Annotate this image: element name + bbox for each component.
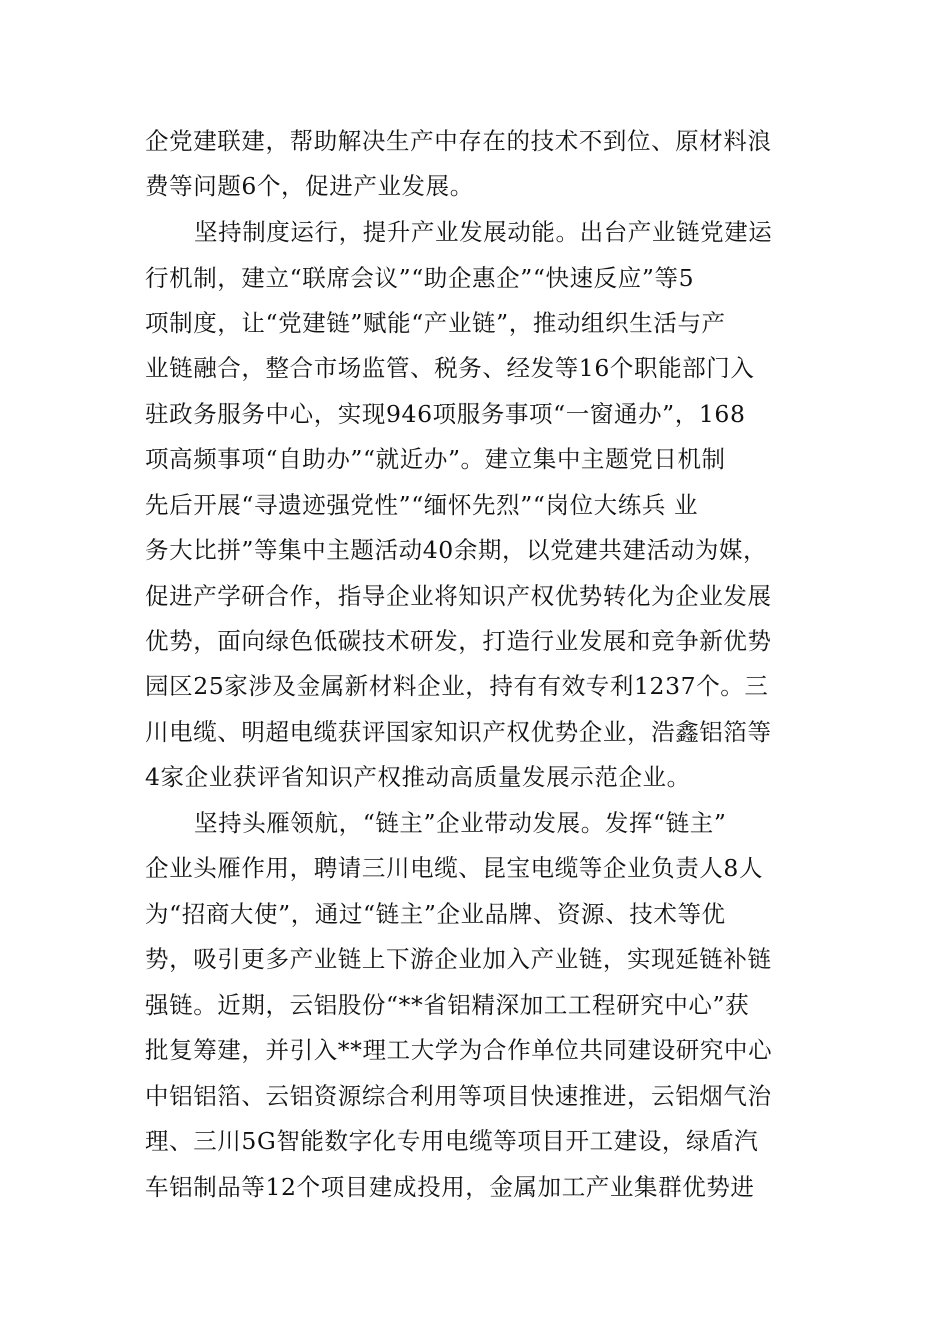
text-line: 业链融合，整合市场监管、税务、经发等16个职能部门入	[145, 354, 755, 382]
text-line: 项制度，让“党建链”赋能“产业链”，推动组织生活与产	[145, 309, 726, 337]
text-line: 为“招商大使”，通过“链主”企业品牌、资源、技术等优	[145, 900, 726, 928]
text-line: 项高频事项“自助办”“就近办”。建立集中主题党日机制	[145, 445, 726, 473]
text-line: 园区25家涉及金属新材料企业，持有有效专利1237个。三	[145, 672, 769, 700]
text-line: 企业头雁作用，聘请三川电缆、昆宝电缆等企业负责人8人	[145, 854, 764, 882]
paragraph-heading-line: 坚持制度运行，提升产业发展动能。出台产业链党建运	[194, 218, 773, 246]
text-line: 先后开展“寻遗迹强党性”“缅怀先烈”“岗位大练兵 业	[145, 491, 699, 519]
text-line: 车铝制品等12个项目建成投用，金属加工产业集群优势进	[145, 1173, 755, 1201]
text-line: 优势，面向绿色低碳技术研发，打造行业发展和竞争新优势	[145, 627, 772, 655]
text-line: 批复筹建，并引入**理工大学为合作单位共同建设研究中心	[145, 1036, 773, 1064]
text-line: 费等问题6个，促进产业发展。	[145, 172, 474, 200]
text-line: 务大比拼”等集中主题活动40余期，以党建共建活动为媒，	[145, 536, 768, 564]
text-line: 中铝铝箔、云铝资源综合利用等项目快速推进，云铝烟气治	[145, 1082, 772, 1110]
text-line: 势，吸引更多产业链上下游企业加入产业链，实现延链补链	[145, 945, 772, 973]
text-line: 4家企业获评省知识产权推动高质量发展示范企业。	[145, 763, 691, 791]
text-line: 强链。近期，云铝股份“**省铝精深加工工程研究中心”获	[145, 991, 750, 1019]
text-line: 驻政务服务中心，实现946项服务事项“一窗通办”，168	[145, 400, 746, 428]
text-line: 理、三川5G智能数字化专用电缆等项目开工建设，绿盾汽	[145, 1127, 759, 1155]
paragraph-heading-line: 坚持头雁领航，“链主”企业带动发展。发挥“链主”	[194, 809, 727, 837]
text-line: 促进产学研合作，指导企业将知识产权优势转化为企业发展	[145, 582, 772, 610]
text-line: 企党建联建，帮助解决生产中存在的技术不到位、原材料浪	[145, 127, 772, 155]
text-line: 行机制，建立“联席会议”“助企惠企”“快速反应”等5	[145, 264, 695, 292]
text-line: 川电缆、明超电缆获评国家知识产权优势企业，浩鑫铝箔等	[145, 718, 772, 746]
